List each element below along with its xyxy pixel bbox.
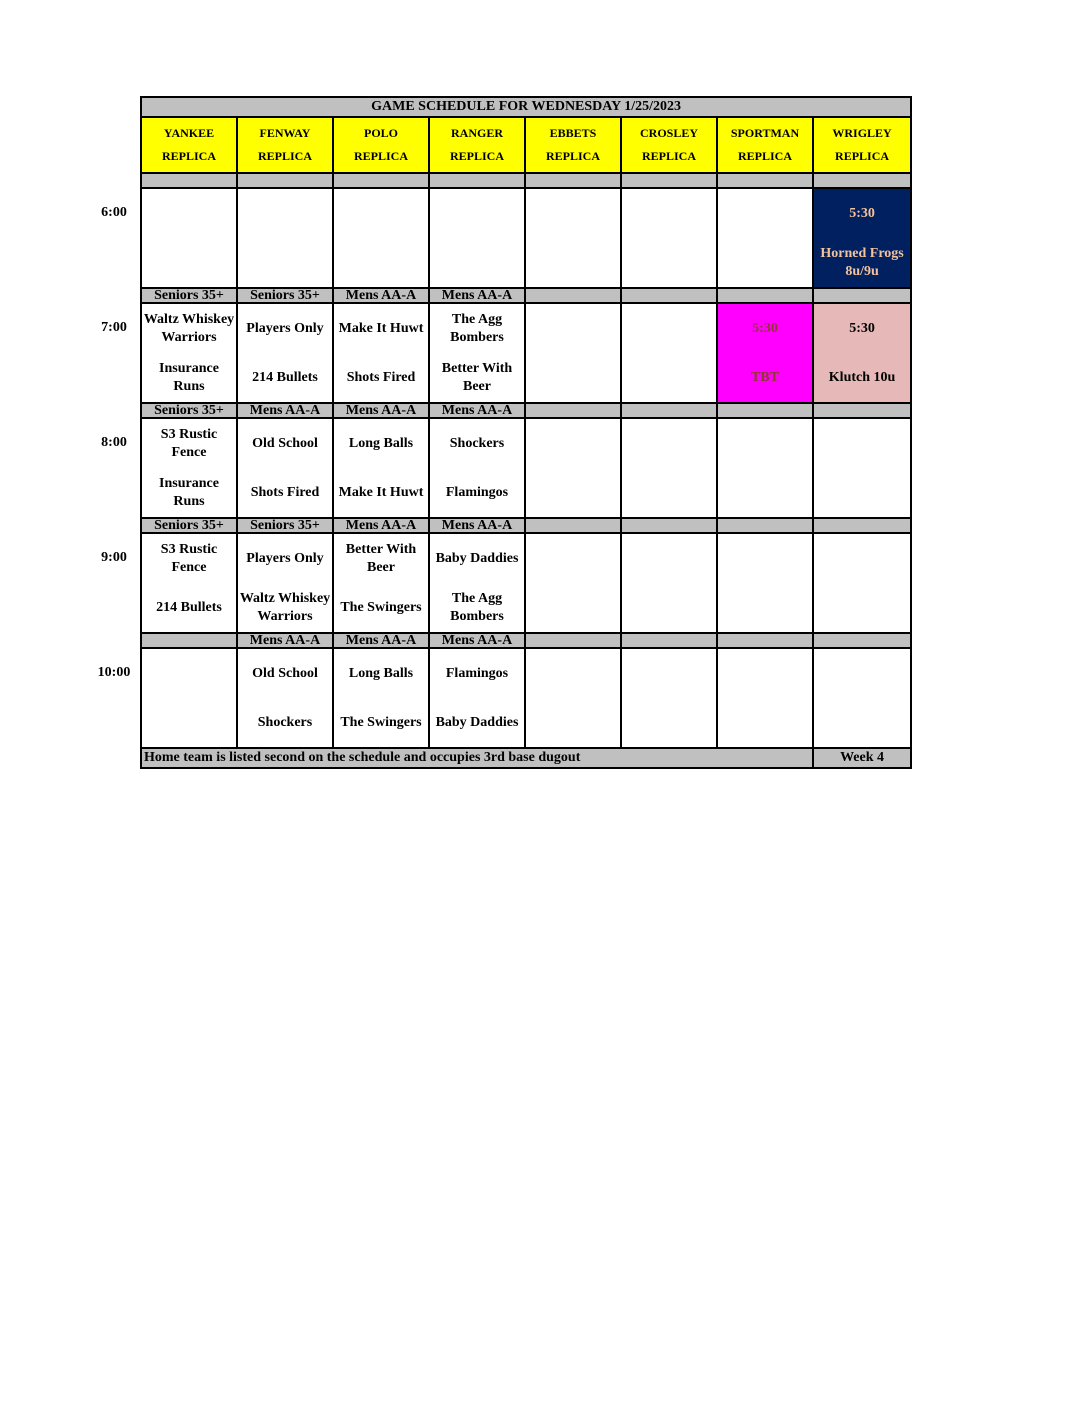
away-team	[718, 649, 812, 698]
away-team: Old School	[252, 665, 318, 681]
home-team	[526, 583, 620, 632]
game-cell	[621, 303, 717, 403]
away-team	[142, 649, 236, 698]
home-team	[430, 238, 524, 287]
division-label: Mens AA-A	[237, 633, 333, 648]
away-team	[526, 419, 620, 468]
time-label: 8:00	[101, 434, 127, 450]
division-row	[141, 403, 911, 418]
game-cell	[333, 188, 429, 288]
field-type: REPLICA	[835, 149, 890, 163]
home-team	[142, 698, 236, 747]
home-team	[622, 353, 716, 402]
division-label	[621, 633, 717, 648]
home-team: Insurance Runs	[159, 360, 219, 394]
division-label: Mens AA-A	[237, 403, 333, 418]
game-cell	[333, 303, 429, 403]
division-label	[813, 173, 911, 188]
week-label: Week 4	[813, 748, 911, 768]
division-label: Seniors 35+	[141, 288, 237, 303]
field-header	[237, 117, 333, 173]
home-team: Insurance Runs	[159, 475, 219, 509]
away-team	[718, 534, 812, 583]
game-cell	[141, 303, 237, 403]
division-label	[333, 173, 429, 188]
game-cell	[525, 188, 621, 288]
division-label	[621, 518, 717, 533]
away-team: S3 Rustic Fence	[160, 541, 218, 575]
division-label: Seniors 35+	[141, 403, 237, 418]
away-team	[814, 534, 910, 583]
home-team: Shockers	[257, 714, 313, 730]
home-team: Flamingos	[445, 484, 509, 500]
game-cell	[429, 648, 525, 748]
away-team: Players Only	[246, 320, 324, 336]
home-team	[526, 353, 620, 402]
game-cell	[141, 648, 237, 748]
time-slot-row	[141, 648, 911, 748]
game-cell	[141, 418, 237, 518]
home-team: Better With Beer	[441, 360, 513, 394]
away-team	[622, 419, 716, 468]
division-label	[717, 288, 813, 303]
away-team: 5:30	[849, 205, 875, 221]
home-team	[622, 583, 716, 632]
home-team	[526, 468, 620, 517]
game-cell	[717, 188, 813, 288]
home-team	[526, 238, 620, 287]
away-team: 5:30	[752, 320, 778, 336]
field-header	[621, 117, 717, 173]
division-label: Seniors 35+	[141, 518, 237, 533]
away-team	[622, 304, 716, 353]
division-label: Mens AA-A	[429, 403, 525, 418]
home-team	[718, 698, 812, 747]
away-team	[142, 189, 236, 238]
away-team	[238, 189, 332, 238]
home-team	[814, 698, 910, 747]
field-name: SPORTMAN	[730, 126, 800, 140]
home-team: Make It Huwt	[338, 484, 424, 500]
division-label: Mens AA-A	[429, 633, 525, 648]
field-type: REPLICA	[161, 149, 216, 163]
game-cell	[141, 533, 237, 633]
home-team: The Agg Bombers	[450, 590, 504, 624]
home-team: Baby Daddies	[435, 714, 519, 730]
away-team	[814, 419, 910, 468]
game-cell	[141, 188, 237, 288]
game-cell	[717, 648, 813, 748]
home-team	[142, 238, 236, 287]
away-team: Players Only	[246, 550, 324, 566]
game-cell	[621, 418, 717, 518]
division-label	[525, 288, 621, 303]
division-label	[141, 633, 237, 648]
away-team	[334, 189, 428, 238]
home-team	[622, 698, 716, 747]
home-team	[814, 468, 910, 517]
division-label	[717, 518, 813, 533]
away-team: 5:30	[849, 320, 875, 336]
field-type: REPLICA	[353, 149, 408, 163]
time-label: 6:00	[101, 204, 127, 220]
game-cell	[717, 533, 813, 633]
field-name: RANGER	[450, 126, 503, 140]
title-row	[141, 97, 911, 117]
time-label: 7:00	[101, 319, 127, 335]
field-name: CROSLEY	[639, 126, 698, 140]
division-label	[717, 403, 813, 418]
away-team	[622, 649, 716, 698]
home-team: Shots Fired	[250, 484, 320, 500]
field-type: REPLICA	[257, 149, 312, 163]
division-label: Seniors 35+	[237, 518, 333, 533]
field-header	[813, 117, 911, 173]
away-team: The Agg Bombers	[450, 311, 504, 345]
game-cell	[717, 303, 813, 403]
division-label: Mens AA-A	[333, 633, 429, 648]
away-team: Flamingos	[445, 665, 509, 681]
field-header	[333, 117, 429, 173]
away-team: Waltz Whiskey Warriors	[143, 311, 235, 345]
home-team	[622, 238, 716, 287]
division-label: Mens AA-A	[333, 403, 429, 418]
division-label: Mens AA-A	[333, 518, 429, 533]
field-type: REPLICA	[545, 149, 600, 163]
game-cell	[237, 533, 333, 633]
game-cell	[813, 648, 911, 748]
field-type: REPLICA	[641, 149, 696, 163]
home-team: Waltz Whiskey Warriors	[239, 590, 331, 624]
field-header	[141, 117, 237, 173]
field-type: REPLICA	[449, 149, 504, 163]
game-cell	[237, 188, 333, 288]
away-team	[718, 419, 812, 468]
game-cell	[333, 648, 429, 748]
field-name: WRIGLEY	[832, 126, 892, 140]
home-team	[718, 583, 812, 632]
home-team: The Swingers	[340, 599, 422, 615]
home-team	[718, 468, 812, 517]
game-cell	[621, 648, 717, 748]
field-name: POLO	[363, 126, 398, 140]
division-label	[525, 173, 621, 188]
home-team	[238, 238, 332, 287]
home-team: The Swingers	[340, 714, 422, 730]
game-cell	[525, 648, 621, 748]
division-label	[813, 633, 911, 648]
field-name: FENWAY	[259, 126, 311, 140]
away-team: Better With Beer	[345, 541, 417, 575]
away-team	[526, 304, 620, 353]
game-cell	[813, 533, 911, 633]
home-team: Klutch 10u	[828, 369, 896, 385]
away-team	[526, 649, 620, 698]
division-label	[621, 173, 717, 188]
game-cell	[333, 533, 429, 633]
field-header	[429, 117, 525, 173]
division-row	[141, 633, 911, 648]
game-cell	[621, 188, 717, 288]
division-row	[141, 173, 911, 188]
game-cell	[813, 303, 911, 403]
division-label	[813, 403, 911, 418]
away-team: Make It Huwt	[338, 320, 424, 336]
division-row	[141, 518, 911, 533]
time-label: 10:00	[97, 664, 131, 680]
footer-row	[141, 748, 911, 768]
division-label	[141, 173, 237, 188]
away-team: Baby Daddies	[435, 550, 519, 566]
game-cell	[429, 188, 525, 288]
time-label: 9:00	[101, 549, 127, 565]
away-team	[526, 534, 620, 583]
time-slot-row	[141, 188, 911, 288]
division-label: Seniors 35+	[237, 288, 333, 303]
time-slot-row	[141, 533, 911, 633]
division-label	[429, 173, 525, 188]
away-team	[814, 649, 910, 698]
field-header-row	[141, 117, 911, 173]
game-cell	[525, 418, 621, 518]
division-label: Mens AA-A	[429, 518, 525, 533]
division-label	[621, 288, 717, 303]
game-cell	[525, 303, 621, 403]
game-cell	[429, 303, 525, 403]
away-team	[526, 189, 620, 238]
away-team	[430, 189, 524, 238]
division-row	[141, 288, 911, 303]
division-label	[717, 173, 813, 188]
division-label	[525, 403, 621, 418]
game-cell	[813, 418, 911, 518]
game-cell	[717, 418, 813, 518]
division-label: Mens AA-A	[333, 288, 429, 303]
division-label	[813, 518, 911, 533]
away-team: Long Balls	[348, 665, 414, 681]
home-team: 214 Bullets	[156, 599, 222, 615]
home-team	[622, 468, 716, 517]
schedule-table	[140, 96, 912, 769]
game-cell	[237, 418, 333, 518]
division-label: Mens AA-A	[429, 288, 525, 303]
home-team	[814, 583, 910, 632]
home-team	[526, 698, 620, 747]
home-team: Horned Frogs 8u/9u	[820, 245, 904, 279]
field-header	[717, 117, 813, 173]
footer-note: Home team is listed second on the schedule and occupies 3rd base dugout	[141, 748, 813, 768]
division-label	[525, 633, 621, 648]
game-cell	[429, 418, 525, 518]
home-team	[718, 238, 812, 287]
division-label	[717, 633, 813, 648]
away-team	[622, 534, 716, 583]
home-team: Shots Fired	[346, 369, 416, 385]
schedule-title: GAME SCHEDULE FOR WEDNESDAY 1/25/2023	[141, 97, 911, 117]
field-name: YANKEE	[163, 126, 215, 140]
away-team	[718, 189, 812, 238]
division-label	[621, 403, 717, 418]
slots-body	[141, 173, 911, 748]
field-name: EBBETS	[549, 126, 597, 140]
game-cell	[333, 418, 429, 518]
time-slot-row	[141, 418, 911, 518]
game-cell	[525, 533, 621, 633]
away-team: Long Balls	[348, 435, 414, 451]
away-team: Old School	[252, 435, 318, 451]
game-cell	[237, 648, 333, 748]
division-label	[813, 288, 911, 303]
home-team: 214 Bullets	[252, 369, 318, 385]
division-label	[237, 173, 333, 188]
game-cell	[813, 188, 911, 288]
time-slot-row	[141, 303, 911, 403]
home-team	[334, 238, 428, 287]
game-cell	[621, 533, 717, 633]
field-type: REPLICA	[737, 149, 792, 163]
away-team: S3 Rustic Fence	[160, 426, 218, 460]
division-label	[525, 518, 621, 533]
game-cell	[429, 533, 525, 633]
home-team: TBT	[750, 369, 779, 385]
away-team	[622, 189, 716, 238]
away-team: Shockers	[449, 435, 505, 451]
game-cell	[237, 303, 333, 403]
field-header	[525, 117, 621, 173]
